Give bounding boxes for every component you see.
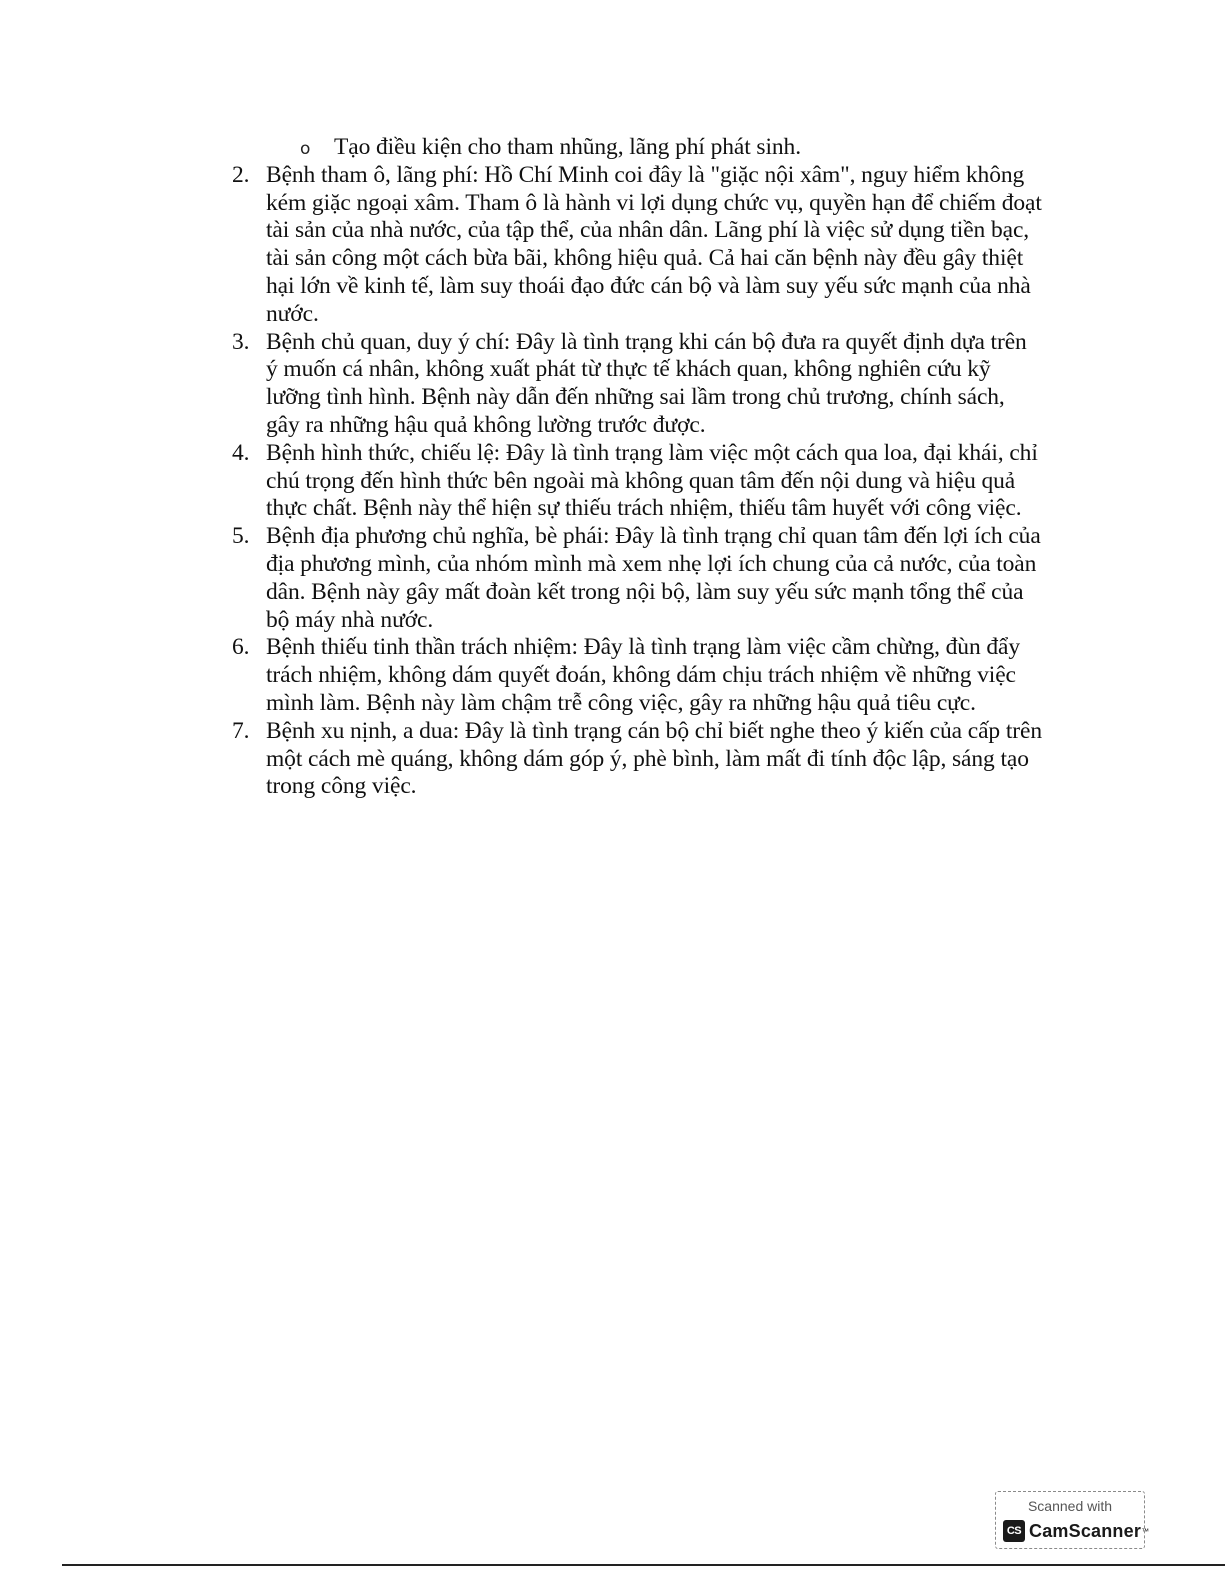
list-item-number: 2. bbox=[232, 161, 250, 188]
list-item-number: 7. bbox=[232, 717, 250, 744]
document-content bbox=[232, 134, 1042, 801]
sub-list-item bbox=[232, 134, 1042, 162]
list-item-number: 5. bbox=[232, 523, 250, 550]
watermark-brand-name: CamScanner bbox=[1029, 1520, 1142, 1541]
watermark-brand-row bbox=[1003, 1520, 1149, 1542]
list-item-text: Bệnh xu nịnh, a dua: Đây là tình trạng cán bộ chỉ biết nghe theo ý kiến của cấp trên một cách mè quáng, không dám góp ý, phè bình, làm mất đi tính độc lập, sáng tạo trong công việc. bbox=[266, 717, 1042, 800]
camscanner-logo-icon: CS bbox=[1003, 1520, 1025, 1542]
numbered-list bbox=[232, 162, 1042, 801]
list-item bbox=[232, 440, 1042, 523]
list-item-text: Bệnh thiếu tinh thần trách nhiệm: Đây là tình trạng làm việc cầm chừng, đùn đẩy trách nhiệm, không dám quyết đoán, không dám chịu trách nhiệm về những việc mình làm. Bệnh này làm chậm trễ công việc, gây ra những hậu quả tiêu cực. bbox=[266, 634, 1021, 716]
list-item-number: 3. bbox=[232, 328, 250, 355]
sub-list-item-text: Tạo điều kiện cho tham nhũng, lãng phí phát sinh. bbox=[334, 134, 801, 160]
trademark-symbol: ™ bbox=[1141, 1526, 1150, 1536]
list-item bbox=[232, 634, 1042, 717]
list-item-text: Bệnh địa phương chủ nghĩa, bè phái: Đây là tình trạng chỉ quan tâm đến lợi ích của địa phương mình, của nhóm mình mà xem nhẹ lợi ích chung của cả nước, của toàn dân. Bệnh này gây mất đoàn kết trong nội bộ, làm suy yếu sức mạnh tổng thể của bộ máy nhà nước. bbox=[266, 523, 1041, 633]
camscanner-watermark bbox=[995, 1491, 1150, 1549]
list-item-text: Bệnh tham ô, lãng phí: Hồ Chí Minh coi đây là "giặc nội xâm", nguy hiểm không kém giặc ngoại xâm. Tham ô là hành vi lợi dụng chức vụ, quyền hạn để chiếm đoạt tài sản của nhà nước, của tập thể, của nhân dân. Lãng phí là việc sử dụng tiền bạc, tài sản công một cách bừa bãi, không hiệu quả. Cả hai căn bệnh này đều gây thiệt hại lớn về kinh tế, làm suy thoái đạo đức cán bộ và làm suy yếu sức mạnh của nhà nước. bbox=[266, 161, 1042, 327]
list-item bbox=[232, 718, 1042, 801]
list-item-number: 6. bbox=[232, 634, 250, 661]
list-item-text: Bệnh chủ quan, duy ý chí: Đây là tình trạng khi cán bộ đưa ra quyết định dựa trên ý muốn cá nhân, không xuất phát từ thực tế khách quan, không nghiên cứu kỹ lưỡng tình hình. Bệnh này dẫn đến những sai lầm trong chủ trương, chính sách, gây ra những hậu quả không lường trước được. bbox=[266, 328, 1027, 438]
list-item-text: Bệnh hình thức, chiếu lệ: Đây là tình trạng làm việc một cách qua loa, đại khái, chỉ chú trọng đến hình thức bên ngoài mà không quan tâm đến nội dung và hiệu quả thực chất. Bệnh này thể hiện sự thiếu trách nhiệm, thiếu tâm huyết với công việc. bbox=[266, 439, 1038, 522]
list-item bbox=[232, 162, 1042, 329]
scan-edge-line bbox=[62, 1564, 1225, 1566]
circle-bullet-icon: o bbox=[300, 139, 311, 159]
watermark-caption: Scanned with bbox=[1027, 1498, 1113, 1514]
list-item bbox=[232, 523, 1042, 634]
list-item-number: 4. bbox=[232, 439, 250, 466]
list-item bbox=[232, 329, 1042, 440]
